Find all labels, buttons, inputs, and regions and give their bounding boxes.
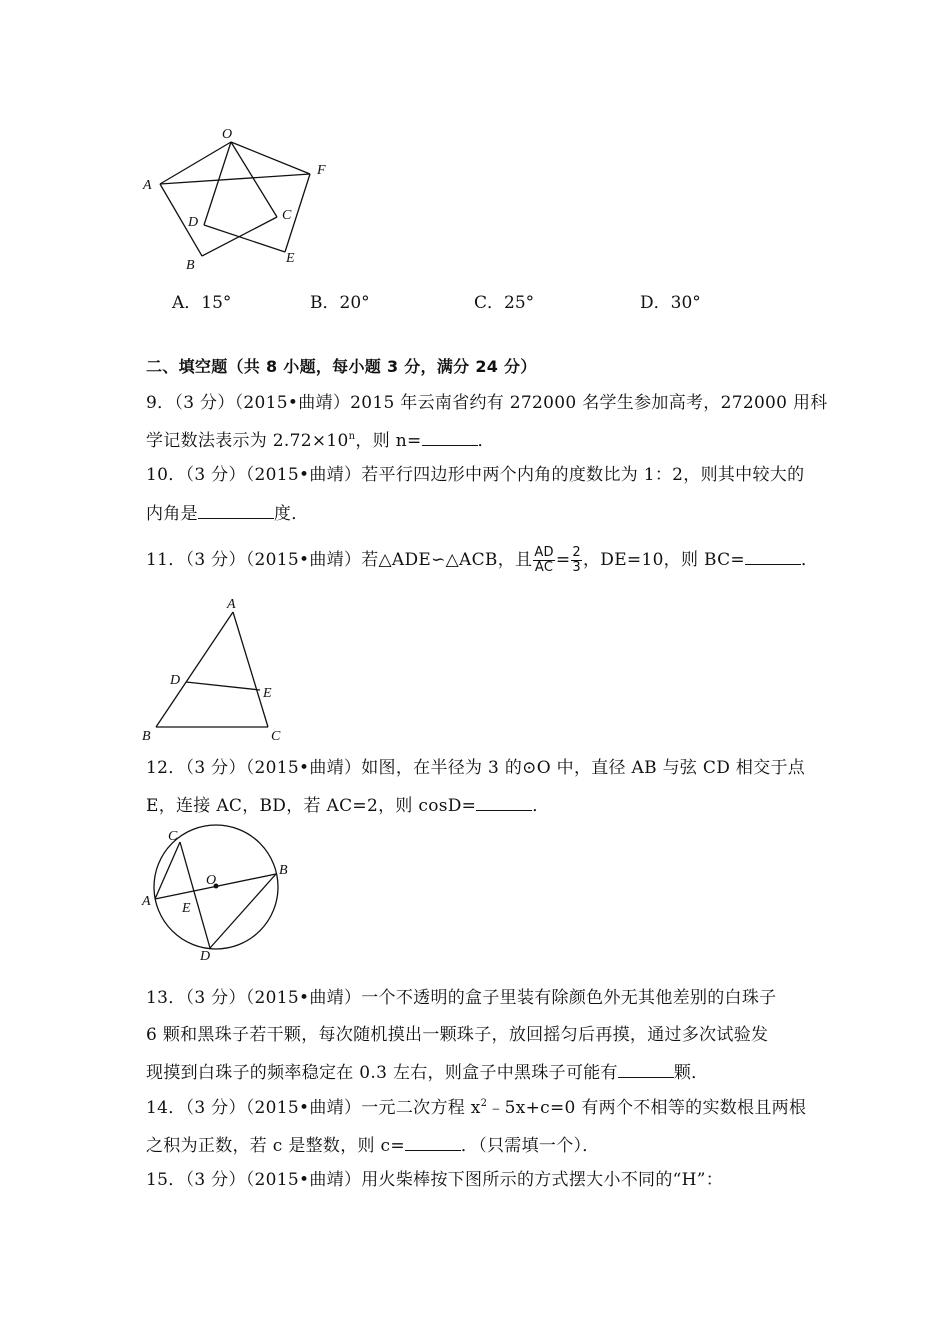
point-label-c: C: [282, 208, 292, 223]
q10-line1: 10．（3 分）（2015•曲靖）若平行四边形中两个内角的度数比为 1：2，则其中较大的: [146, 465, 805, 485]
segment-af: [160, 174, 310, 184]
answer-blank: [422, 427, 478, 446]
answer-blank: [745, 546, 801, 565]
point-label-b: B: [142, 729, 151, 744]
point-label-a: A: [227, 597, 236, 612]
chord-cd: [180, 842, 210, 948]
point-label-e: E: [286, 251, 295, 266]
segment-oa: [160, 142, 231, 184]
point-label-f: F: [317, 163, 326, 178]
choice-d: D．30°: [640, 293, 701, 313]
point-label-c: C: [168, 829, 178, 844]
segment-oc: [231, 142, 277, 217]
triangle-figure-svg: [140, 594, 300, 746]
circle-figure: [140, 824, 300, 964]
circle-figure-svg: [140, 824, 300, 964]
point-label-e: E: [263, 686, 272, 701]
pentagon-figure: [140, 122, 340, 272]
point-label-e: E: [182, 901, 191, 916]
triangle-figure: [140, 594, 300, 746]
point-label-d: D: [170, 673, 181, 688]
answer-blank: [198, 500, 274, 519]
segment-od: [204, 142, 231, 225]
choice-c: C．25°: [474, 293, 535, 313]
fraction-two-thirds: $\frac{2}{3}$: [572, 545, 581, 575]
point-label-o: O: [206, 873, 217, 888]
choice-a: A．15°: [172, 293, 232, 313]
segment-ab: [156, 612, 233, 727]
q10-line2: 内角是 度．: [146, 500, 816, 527]
point-label-b: B: [186, 258, 195, 272]
segment-ac: [155, 842, 180, 899]
point-label-b: B: [279, 863, 288, 878]
q13-line1: 13．（3 分）（2015•曲靖）一个不透明的盒子里装有除颜色外无其他差别的白珠子: [146, 988, 777, 1008]
point-label-c: C: [271, 729, 281, 744]
q15-line1: 15．（3 分）（2015•曲靖）用火柴棒按下图所示的方式摆大小不同的“H”：: [146, 1170, 724, 1190]
section-title: 二、填空题（共 8 小题，每小题 3 分，满分 24 分）: [146, 357, 537, 376]
q14-line2: 之积为正数，若 c 是整数，则 c= ．（只需填一个）．: [146, 1132, 816, 1159]
fraction-ad-ac: $\frac{AD}{AC}$: [534, 545, 554, 575]
q12-line2: E，连接 AC，BD，若 AC=2，则 cosD= ．: [146, 792, 816, 819]
answer-choices: [172, 288, 792, 314]
point-label-a: A: [143, 178, 152, 193]
answer-blank: [476, 792, 532, 811]
pentagon-figure-svg: [140, 122, 340, 272]
segment-de: [186, 682, 260, 690]
segment-cb: [202, 217, 277, 256]
q9-line1: 9．（3 分）（2015•曲靖）2015 年云南省约有 272000 名学生参加高考，272000 用科: [146, 393, 828, 413]
q13-line3: 现摸到白珠子的频率稳定在 0.3 左右，则盒子中黑珠子可能有 颗．: [146, 1059, 816, 1086]
q11-line: 11．（3 分）（2015•曲靖）若△ADE∽△ACB，且 $\frac{AD}{AC}$ = $\frac{2}{3}$ ，DE=10，则 BC= ．: [146, 545, 819, 575]
segment-of: [231, 142, 310, 174]
q9-line2: 学记数法表示为 $2.72\times 10^n$，则 n= ．: [146, 427, 816, 454]
q14-line1: 14．（3 分）（2015•曲靖）一元二次方程 $x^2﹣5x+c=0$ 有两个不相等的实数根且两根: [146, 1098, 807, 1118]
answer-blank: [618, 1059, 674, 1078]
q12-line1: 12．（3 分）（2015•曲靖）如图，在半径为 3 的⊙O 中，直径 AB 与弦 CD 相交于点: [146, 758, 806, 778]
segment-ac: [233, 612, 268, 727]
choice-b: B．20°: [310, 293, 370, 313]
point-label-a: A: [142, 894, 151, 909]
answer-blank: [405, 1132, 461, 1151]
point-label-d: D: [200, 949, 211, 964]
point-label-d: D: [188, 215, 199, 230]
q13-line2: 6 颗和黑珠子若干颗，每次随机摸出一颗珠子，放回摇匀后再摸，通过多次试验发: [146, 1025, 769, 1045]
point-label-o: O: [222, 127, 233, 142]
